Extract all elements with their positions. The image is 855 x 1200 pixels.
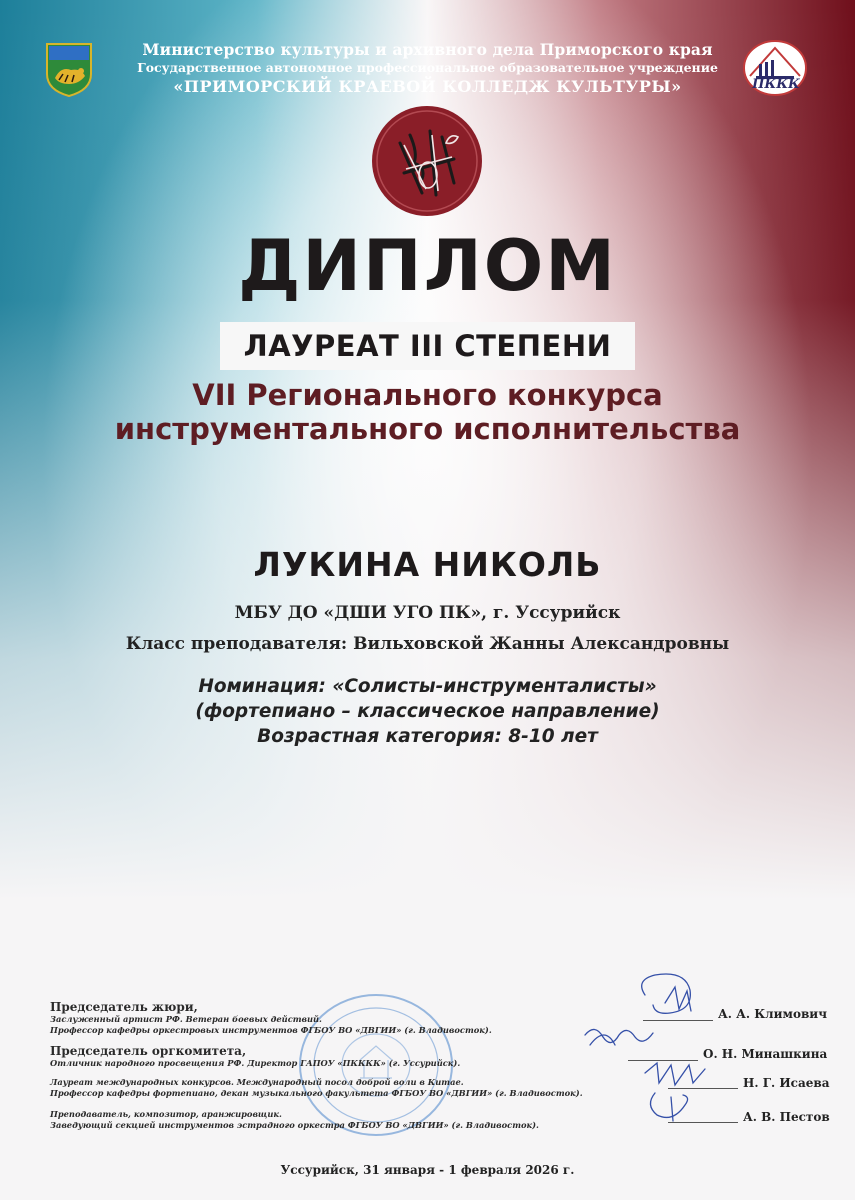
jury-line: Отличник народного просвещения РФ. Директор ГАПОУ «ПКККК» (г. Уссурийск).	[50, 1058, 461, 1068]
contest-name-line1: VII Регионального конкурса	[192, 378, 663, 412]
jury-line: Лауреат международных конкурсов. Международный посол доброй воли в Китае.	[50, 1077, 464, 1087]
signature-line	[668, 1122, 738, 1123]
institution-type: Государственное автономное профессиональное образовательное учреждение	[137, 60, 718, 75]
recipient-teacher: Класс преподавателя: Вильховской Жанны Александровны	[125, 634, 730, 654]
age-category: Возрастная категория: 8-10 лет	[257, 726, 598, 747]
ministry-name: Министерство культуры и архивного дела Приморского края	[142, 40, 713, 59]
recipient-name: ЛУКИНА НИКОЛЬ	[253, 545, 602, 584]
jury-line: Преподаватель, композитор, аранжировщик.	[50, 1109, 282, 1119]
diploma-title: ДИПЛОМ	[238, 225, 617, 307]
jury-line: Заведующий секцией инструментов эстрадного оркестра ФГБОУ ВО «ДВГИИ» (г. Владивосток).	[50, 1120, 539, 1130]
signatory-name: А. В. Пестов	[743, 1110, 830, 1124]
college-name: «ПРИМОРСКИЙ КРАЕВОЙ КОЛЛЕДЖ КУЛЬТУРЫ»	[173, 77, 682, 96]
recipient-school: МБУ ДО «ДШИ УГО ПК», г. Уссурийск	[234, 603, 621, 623]
signatory-name: О. Н. Минашкина	[703, 1047, 828, 1061]
signatory-name: Н. Г. Исаева	[743, 1076, 830, 1090]
jury-heading: Председатель жюри,	[50, 1000, 198, 1014]
college-logo-text: ПККК	[752, 77, 800, 92]
place-and-date: Уссурийск, 31 января - 1 февраля 2026 г.	[280, 1163, 575, 1177]
laureate-degree: ЛАУРЕАТ III СТЕПЕНИ	[243, 329, 612, 363]
signature-line	[668, 1088, 738, 1089]
nomination-line1: Номинация: «Солисты-инструменталисты»	[198, 676, 657, 697]
music-instruments-emblem-icon	[370, 103, 485, 221]
jury-heading: Председатель оргкомитета,	[50, 1044, 247, 1058]
jury-entry-3	[50, 1077, 620, 1099]
signatory-name: А. А. Климович	[718, 1007, 827, 1021]
contest-name-line2: инструментального исполнительства	[114, 412, 741, 446]
jury-line: Заслуженный артист РФ. Ветеран боевых действий.	[50, 1014, 322, 1024]
signature-line	[643, 1020, 713, 1021]
jury-entry-2	[50, 1044, 620, 1069]
nomination-line2: (фортепиано – классическое направление)	[195, 701, 660, 722]
jury-entry-1	[50, 1000, 620, 1036]
signature-line	[628, 1060, 698, 1061]
jury-line: Профессор кафедры фортепиано, декан музыкального факультета ФГБОУ ВО «ДВГИИ» (г. Владивосток).	[50, 1088, 583, 1098]
coat-of-arms-icon	[43, 40, 95, 98]
jury-line: Профессор кафедры оркестровых инструментов ФГБОУ ВО «ДВГИИ» (г. Владивосток).	[50, 1025, 492, 1035]
jury-entry-4	[50, 1109, 620, 1131]
